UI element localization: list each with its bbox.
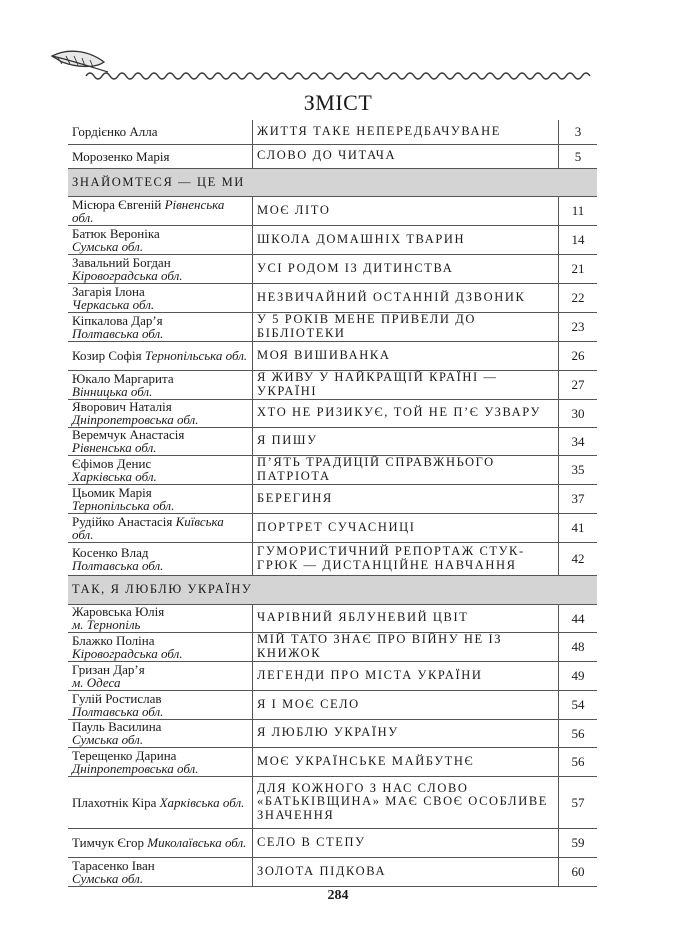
- author-name: Морозенко Марія: [72, 148, 170, 164]
- page-ref: 3: [559, 120, 598, 144]
- author-cell: [68, 484, 253, 513]
- author-cell: [68, 341, 253, 370]
- page-ref: 11: [559, 196, 598, 225]
- toc-row: [68, 828, 597, 857]
- section-title: ЗНАЙОМТЕСЯ — ЦЕ МИ: [68, 168, 597, 196]
- page-ref: 44: [559, 604, 598, 632]
- page-ref: 56: [559, 747, 598, 776]
- author-name: Тимчук Єгор: [72, 835, 144, 850]
- page-ref: 59: [559, 828, 598, 857]
- author-cell: [68, 427, 253, 455]
- toc-row: [68, 312, 597, 341]
- author-name: Жаровська Юлія: [72, 604, 165, 619]
- author-region: Дніпропетровська обл.: [72, 412, 199, 427]
- page-ref: 49: [559, 661, 598, 690]
- work-title: СЕЛО В СТЕПУ: [253, 828, 559, 857]
- work-title: МОЄ ЛІТО: [253, 196, 559, 225]
- author-region: Кіровоградська обл.: [72, 267, 183, 283]
- author-name: Гордієнко Алла: [72, 124, 158, 140]
- author-region: Рівненська обл.: [72, 196, 225, 225]
- work-title: ШКОЛА ДОМАШНІХ ТВАРИН: [253, 225, 559, 254]
- author-name: Блажко Поліна: [72, 632, 155, 648]
- toc-row: [68, 857, 597, 886]
- author-cell: [68, 542, 253, 575]
- toc-row: [68, 542, 597, 575]
- author-region: Вінницька обл.: [72, 383, 153, 399]
- author-cell: [68, 196, 253, 225]
- work-title: Я ЛЮБЛЮ УКРАЇНУ: [253, 719, 559, 747]
- author-region: Миколаївська обл.: [147, 835, 247, 850]
- work-title: Я І МОЄ СЕЛО: [253, 690, 559, 719]
- page-ref: 48: [559, 632, 598, 661]
- work-title: СЛОВО ДО ЧИТАЧА: [253, 144, 559, 168]
- work-title: МОЄ УКРАЇНСЬКЕ МАЙБУТНЄ: [253, 747, 559, 776]
- author-region: Сумська обл.: [72, 870, 144, 886]
- author-region: Сумська обл.: [72, 732, 144, 747]
- toc-row: [68, 719, 597, 747]
- author-cell: [68, 144, 253, 168]
- work-title: ПОРТРЕТ СУЧАСНИЦІ: [253, 513, 559, 542]
- toc-row: [68, 120, 597, 144]
- toc-row: [68, 690, 597, 719]
- author-cell: [68, 776, 253, 828]
- author-name: Плахотнік Кіра: [72, 794, 157, 810]
- author-cell: [68, 513, 253, 542]
- toc-row: [68, 283, 597, 312]
- toc-row: [68, 225, 597, 254]
- work-title: УСІ РОДОМ ІЗ ДИТИНСТВА: [253, 254, 559, 283]
- author-cell: [68, 690, 253, 719]
- toc-row: [68, 513, 597, 542]
- page-title: ЗМІСТ: [303, 90, 373, 115]
- author-name: Гризан Дар’я: [72, 661, 145, 677]
- toc-row: [68, 341, 597, 370]
- work-title: ЗОЛОТА ПІДКОВА: [253, 857, 559, 886]
- author-name: Цьомик Марія: [72, 484, 152, 500]
- author-cell: [68, 120, 253, 144]
- author-name: Пауль Василина: [72, 719, 162, 734]
- author-name: Терещенко Дарина: [72, 747, 177, 763]
- section-header: [68, 575, 597, 604]
- author-region: м. Тернопіль: [72, 617, 141, 632]
- page-ref: 27: [559, 370, 598, 399]
- author-name: Козир Софія: [72, 348, 142, 363]
- work-title: НЕЗВИЧАЙНИЙ ОСТАННІЙ ДЗВОНИК: [253, 283, 559, 312]
- page-ref: 34: [559, 427, 598, 455]
- toc-row: [68, 484, 597, 513]
- page-number: 284: [327, 888, 349, 903]
- page-ref: 42: [559, 542, 598, 575]
- author-region: Полтавська обл.: [72, 557, 164, 573]
- work-title: ЖИТТЯ ТАКЕ НЕПЕРЕДБАЧУВАНЕ: [253, 120, 559, 144]
- author-region: м. Одеса: [72, 674, 121, 690]
- work-title: МІЙ ТАТО ЗНАЄ ПРО ВІЙНУ НЕ ІЗ КНИЖОК: [253, 632, 559, 661]
- toc-row: [68, 370, 597, 399]
- toc-row: [68, 776, 597, 828]
- work-title: ЧАРІВНИЙ ЯБЛУНЕВИЙ ЦВІТ: [253, 604, 559, 632]
- page-ref: 23: [559, 312, 598, 341]
- author-cell: [68, 632, 253, 661]
- author-name: Юкало Маргарита: [72, 370, 174, 386]
- author-region: Київська обл.: [72, 513, 224, 542]
- page-ref: 5: [559, 144, 598, 168]
- work-title: П’ЯТЬ ТРАДИЦІЙ СПРАВЖНЬОГО ПАТРІОТА: [253, 455, 559, 484]
- toc-row: [68, 196, 597, 225]
- work-title: Я ЖИВУ У НАЙКРАЩІЙ КРАЇНІ — УКРАЇНІ: [253, 370, 559, 399]
- section-header: [68, 168, 597, 196]
- page-ref: 57: [559, 776, 598, 828]
- toc-row: [68, 254, 597, 283]
- page-ref: 21: [559, 254, 598, 283]
- page-ref: 14: [559, 225, 598, 254]
- author-name: Єфімов Денис: [72, 455, 152, 471]
- work-title: ЛЕГЕНДИ ПРО МІСТА УКРАЇНИ: [253, 661, 559, 690]
- page-ref: 56: [559, 719, 598, 747]
- work-title: ХТО НЕ РИЗИКУЄ, ТОЙ НЕ П’Є УЗВАРУ: [253, 399, 559, 427]
- author-cell: [68, 828, 253, 857]
- author-region: Тернопільська обл.: [144, 348, 248, 363]
- author-cell: [68, 370, 253, 399]
- author-cell: [68, 225, 253, 254]
- author-name: Яворович Наталія: [72, 399, 172, 414]
- author-region: Харківська обл.: [159, 794, 245, 810]
- author-region: Кіровоградська обл.: [72, 645, 183, 661]
- author-region: Сумська обл.: [72, 238, 144, 254]
- page-ref: 30: [559, 399, 598, 427]
- author-name: Батюк Вероніка: [72, 225, 160, 241]
- toc-row: [68, 632, 597, 661]
- page-ref: 60: [559, 857, 598, 886]
- work-title: Я ПИШУ: [253, 427, 559, 455]
- contents-table: [68, 120, 597, 887]
- work-title: У 5 РОКІВ МЕНЕ ПРИВЕЛИ ДО БІБЛІОТЕКИ: [253, 312, 559, 341]
- author-name: Місюра Євгеній: [72, 196, 162, 212]
- toc-row: [68, 604, 597, 632]
- page-ref: 22: [559, 283, 598, 312]
- page-ref: 54: [559, 690, 598, 719]
- author-cell: [68, 254, 253, 283]
- author-region: Полтавська обл.: [72, 325, 164, 341]
- author-region: Черкаська обл.: [72, 296, 155, 312]
- author-cell: [68, 857, 253, 886]
- author-name: Веремчук Анастасія: [72, 427, 185, 442]
- page-ref: 41: [559, 513, 598, 542]
- author-cell: [68, 604, 253, 632]
- author-cell: [68, 661, 253, 690]
- author-name: Завальний Богдан: [72, 254, 171, 270]
- work-title: ДЛЯ КОЖНОГО З НАС СЛОВО «БАТЬКІВЩИНА» МАЄ СВОЄ ОСОБЛИВЕ ЗНАЧЕННЯ: [253, 776, 559, 828]
- author-region: Харківська обл.: [72, 468, 157, 484]
- toc-row: [68, 747, 597, 776]
- author-region: Рівненська обл.: [72, 440, 157, 455]
- page-ref: 37: [559, 484, 598, 513]
- toc-row: [68, 144, 597, 168]
- toc-row: [68, 661, 597, 690]
- work-title: БЕРЕГИНЯ: [253, 484, 559, 513]
- author-cell: [68, 455, 253, 484]
- section-title: ТАК, Я ЛЮБЛЮ УКРАЇНУ: [68, 575, 597, 604]
- page-ref: 26: [559, 341, 598, 370]
- author-cell: [68, 312, 253, 341]
- author-name: Рудійко Анастасія: [72, 513, 173, 529]
- toc-row: [68, 427, 597, 455]
- author-name: Кіпкалова Дар’я: [72, 312, 163, 328]
- feather-wave-ornament: [48, 46, 600, 86]
- toc-row: [68, 399, 597, 427]
- author-region: Дніпропетровська обл.: [72, 760, 199, 776]
- author-name: Косенко Влад: [72, 544, 149, 560]
- work-title: МОЯ ВИШИВАНКА: [253, 341, 559, 370]
- author-name: Загарія Ілона: [72, 283, 145, 299]
- author-name: Гулій Ростислав: [72, 690, 162, 706]
- page-ref: 35: [559, 455, 598, 484]
- author-cell: [68, 719, 253, 747]
- work-title: ГУМОРИСТИЧНИЙ РЕПОРТАЖ СТУК-ГРЮК — ДИСТАНЦІЙНЕ НАВЧАННЯ: [253, 542, 559, 575]
- author-cell: [68, 283, 253, 312]
- author-region: Полтавська обл.: [72, 703, 164, 719]
- author-cell: [68, 747, 253, 776]
- author-cell: [68, 399, 253, 427]
- author-region: Тернопільська обл.: [72, 497, 175, 513]
- toc-row: [68, 455, 597, 484]
- author-name: Тарасенко Іван: [72, 857, 155, 873]
